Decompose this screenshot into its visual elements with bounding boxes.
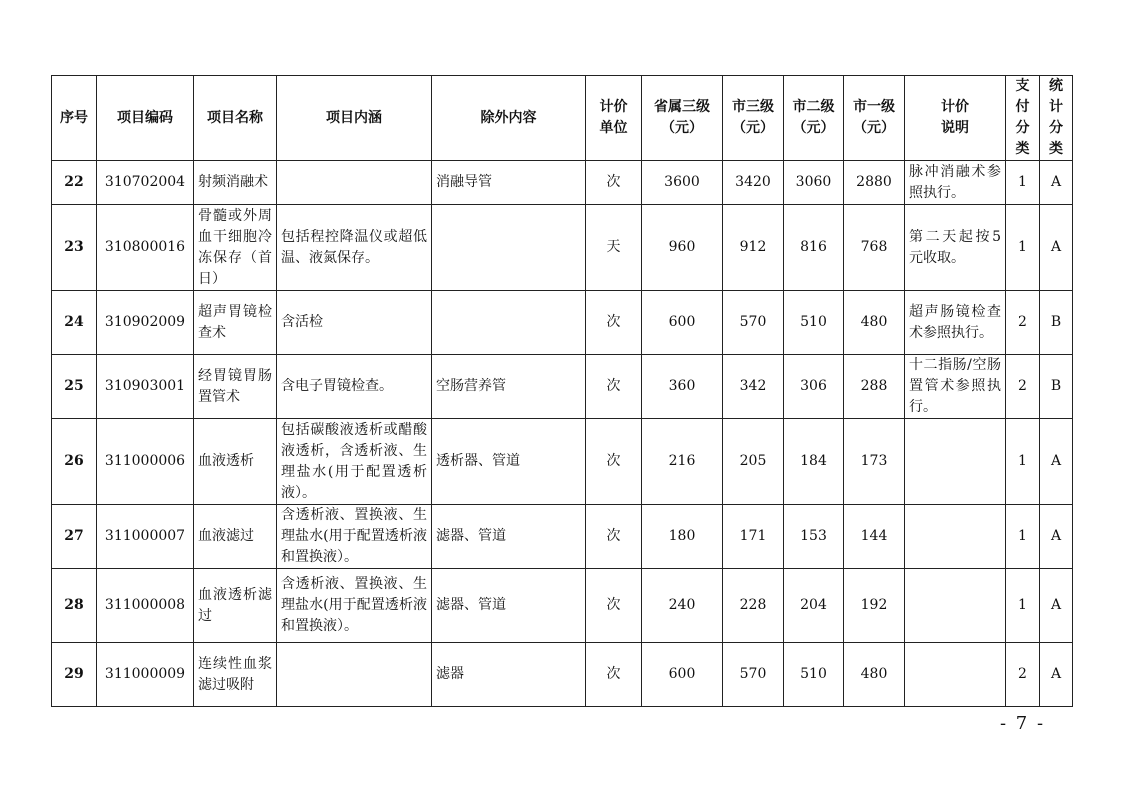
cell-payment-class: 2 — [1006, 355, 1040, 419]
cell-name: 血液透析 — [194, 419, 277, 505]
cell-price-city-tier3: 171 — [723, 505, 784, 569]
table-row — [52, 419, 1073, 505]
cell-price-city-tier2: 510 — [784, 643, 844, 707]
cell-stat-class: A — [1040, 205, 1073, 291]
cell-price-city-tier3: 3420 — [723, 161, 784, 205]
cell-note: 超声肠镜检查术参照执行。 — [905, 291, 1006, 355]
cell-stat-class: B — [1040, 355, 1073, 419]
cell-content: 含活检 — [277, 291, 432, 355]
cell-name: 经胃镜胃肠置管术 — [194, 355, 277, 419]
cell-note: 十二指肠/空肠置管术参照执行。 — [905, 355, 1006, 419]
cell-price-city-tier1: 480 — [844, 291, 905, 355]
cell-price-city-tier2: 204 — [784, 569, 844, 643]
cell-content — [277, 161, 432, 205]
cell-code: 311000006 — [97, 419, 194, 505]
cell-excluded — [432, 205, 586, 291]
cell-seq: 29 — [52, 643, 97, 707]
header-province-tier3: 省属三级 （元） — [642, 76, 723, 161]
cell-name: 血液滤过 — [194, 505, 277, 569]
header-stat-class: 统计 分类 — [1040, 76, 1073, 161]
cell-seq: 25 — [52, 355, 97, 419]
cell-unit: 次 — [586, 419, 642, 505]
cell-code: 311000009 — [97, 643, 194, 707]
cell-unit: 次 — [586, 505, 642, 569]
cell-unit: 次 — [586, 161, 642, 205]
table-header-row — [52, 76, 1073, 161]
cell-note — [905, 505, 1006, 569]
cell-excluded: 消融导管 — [432, 161, 586, 205]
cell-payment-class: 1 — [1006, 505, 1040, 569]
cell-payment-class: 1 — [1006, 419, 1040, 505]
header-seq: 序号 — [52, 76, 97, 161]
cell-code: 310702004 — [97, 161, 194, 205]
cell-price-city-tier2: 3060 — [784, 161, 844, 205]
cell-price-province-tier3: 600 — [642, 643, 723, 707]
cell-code: 310800016 — [97, 205, 194, 291]
cell-price-province-tier3: 3600 — [642, 161, 723, 205]
cell-seq: 28 — [52, 569, 97, 643]
cell-excluded: 滤器 — [432, 643, 586, 707]
cell-price-city-tier2: 153 — [784, 505, 844, 569]
table-row — [52, 355, 1073, 419]
cell-name: 骨髓或外周血干细胞冷冻保存（首日） — [194, 205, 277, 291]
cell-price-city-tier1: 288 — [844, 355, 905, 419]
header-city-tier1: 市一级 （元） — [844, 76, 905, 161]
cell-price-city-tier3: 342 — [723, 355, 784, 419]
cell-price-city-tier2: 816 — [784, 205, 844, 291]
cell-excluded: 滤器、管道 — [432, 569, 586, 643]
cell-price-city-tier1: 480 — [844, 643, 905, 707]
cell-price-city-tier1: 768 — [844, 205, 905, 291]
cell-excluded: 透析器、管道 — [432, 419, 586, 505]
cell-content: 包括碳酸液透析或醋酸液透析，含透析液、生理盐水(用于配置透析液）。 — [277, 419, 432, 505]
cell-unit: 次 — [586, 643, 642, 707]
cell-seq: 27 — [52, 505, 97, 569]
header-name: 项目名称 — [194, 76, 277, 161]
cell-price-city-tier2: 306 — [784, 355, 844, 419]
table-row — [52, 505, 1073, 569]
table-row — [52, 205, 1073, 291]
cell-price-province-tier3: 216 — [642, 419, 723, 505]
cell-price-city-tier1: 144 — [844, 505, 905, 569]
cell-excluded: 空肠营养管 — [432, 355, 586, 419]
table-body — [52, 161, 1073, 707]
cell-price-province-tier3: 960 — [642, 205, 723, 291]
cell-price-province-tier3: 180 — [642, 505, 723, 569]
cell-code: 310903001 — [97, 355, 194, 419]
cell-name: 连续性血浆滤过吸附 — [194, 643, 277, 707]
cell-note: 第二天起按5元收取。 — [905, 205, 1006, 291]
cell-name: 射频消融术 — [194, 161, 277, 205]
header-city-tier2: 市二级 （元） — [784, 76, 844, 161]
cell-note — [905, 419, 1006, 505]
header-content: 项目内涵 — [277, 76, 432, 161]
table-row — [52, 291, 1073, 355]
cell-price-city-tier3: 228 — [723, 569, 784, 643]
cell-seq: 26 — [52, 419, 97, 505]
header-payment-class: 支付 分类 — [1006, 76, 1040, 161]
price-table — [51, 75, 1073, 707]
cell-name: 血液透析滤过 — [194, 569, 277, 643]
cell-content: 含透析液、置换液、生理盐水(用于配置透析液和置换液）。 — [277, 505, 432, 569]
cell-code: 310902009 — [97, 291, 194, 355]
cell-stat-class: A — [1040, 643, 1073, 707]
cell-unit: 天 — [586, 205, 642, 291]
cell-payment-class: 1 — [1006, 569, 1040, 643]
cell-price-province-tier3: 600 — [642, 291, 723, 355]
cell-stat-class: A — [1040, 505, 1073, 569]
header-excluded: 除外内容 — [432, 76, 586, 161]
cell-content: 包括程控降温仪或超低温、液氮保存。 — [277, 205, 432, 291]
cell-stat-class: A — [1040, 419, 1073, 505]
cell-note — [905, 643, 1006, 707]
cell-price-city-tier1: 192 — [844, 569, 905, 643]
cell-seq: 22 — [52, 161, 97, 205]
cell-unit: 次 — [586, 291, 642, 355]
cell-stat-class: A — [1040, 161, 1073, 205]
cell-price-city-tier1: 173 — [844, 419, 905, 505]
header-unit: 计价 单位 — [586, 76, 642, 161]
cell-excluded: 滤器、管道 — [432, 505, 586, 569]
cell-price-city-tier3: 205 — [723, 419, 784, 505]
cell-payment-class: 2 — [1006, 291, 1040, 355]
cell-seq: 23 — [52, 205, 97, 291]
cell-price-city-tier3: 570 — [723, 643, 784, 707]
cell-unit: 次 — [586, 569, 642, 643]
cell-stat-class: A — [1040, 569, 1073, 643]
cell-payment-class: 1 — [1006, 161, 1040, 205]
cell-price-city-tier2: 184 — [784, 419, 844, 505]
cell-price-city-tier3: 912 — [723, 205, 784, 291]
cell-price-city-tier2: 510 — [784, 291, 844, 355]
cell-seq: 24 — [52, 291, 97, 355]
cell-code: 311000007 — [97, 505, 194, 569]
table-row — [52, 643, 1073, 707]
cell-price-province-tier3: 240 — [642, 569, 723, 643]
table-row — [52, 161, 1073, 205]
cell-payment-class: 2 — [1006, 643, 1040, 707]
header-note: 计价 说明 — [905, 76, 1006, 161]
cell-code: 311000008 — [97, 569, 194, 643]
cell-content: 含电子胃镜检查。 — [277, 355, 432, 419]
cell-unit: 次 — [586, 355, 642, 419]
cell-stat-class: B — [1040, 291, 1073, 355]
cell-excluded — [432, 291, 586, 355]
cell-payment-class: 1 — [1006, 205, 1040, 291]
page-number: - 7 - — [1000, 713, 1046, 734]
cell-note — [905, 569, 1006, 643]
cell-content: 含透析液、置换液、生理盐水(用于配置透析液和置换液）。 — [277, 569, 432, 643]
cell-content — [277, 643, 432, 707]
cell-name: 超声胃镜检查术 — [194, 291, 277, 355]
cell-note: 脉冲消融术参照执行。 — [905, 161, 1006, 205]
table-row — [52, 569, 1073, 643]
cell-price-city-tier3: 570 — [723, 291, 784, 355]
header-city-tier3: 市三级 （元） — [723, 76, 784, 161]
header-code: 项目编码 — [97, 76, 194, 161]
cell-price-province-tier3: 360 — [642, 355, 723, 419]
cell-price-city-tier1: 2880 — [844, 161, 905, 205]
